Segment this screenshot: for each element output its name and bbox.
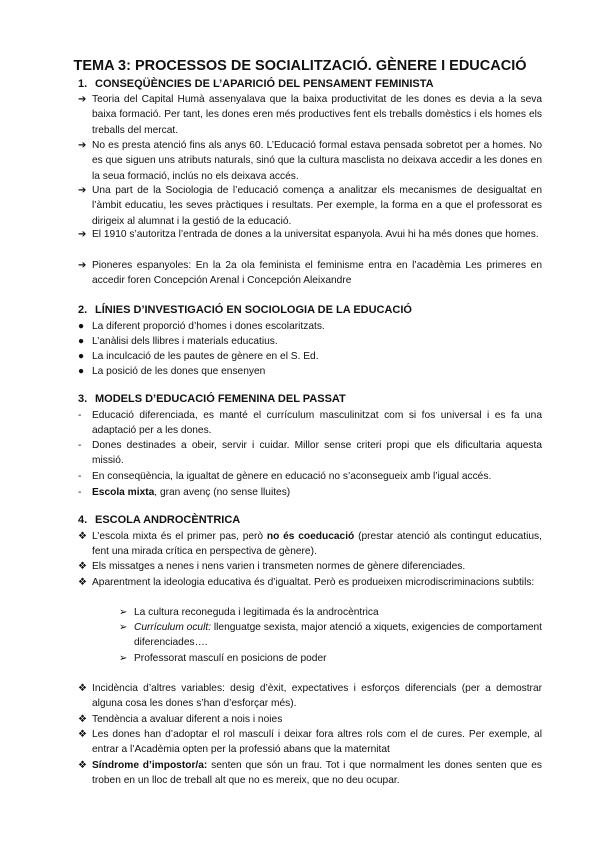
list-item <box>78 92 542 138</box>
diamond-icon: ❖ <box>78 561 88 572</box>
arrow-icon: ➔ <box>78 260 87 271</box>
dash-icon: - <box>78 410 82 421</box>
list-item-text: Educació diferenciada, es manté el currículum masculinitzat com si fos universal i es fa una adaptació per a les dones. <box>92 410 542 437</box>
sub-arrow-icon: ➢ <box>119 653 128 664</box>
arrow-icon: ➔ <box>78 229 87 240</box>
list-item-text: Teoria del Capital Humà assenyalava que la baixa productivitat de les dones es devia a la seva baixa formació. Per tant, les dones eren més productives fent els treballs domèstics i els homes els treballs del mercat. <box>92 94 542 136</box>
list-item-text: La diferent proporció d’homes i dones escolaritzats. <box>92 321 325 332</box>
list-item <box>78 364 542 379</box>
diamond-icon: ❖ <box>78 577 88 588</box>
emphasis-text: Escola mixta <box>92 487 155 498</box>
diamond-icon: ❖ <box>78 714 88 725</box>
sub-list-item-text: Professorat masculí en posicions de poder <box>134 653 327 664</box>
arrow-icon: ➔ <box>78 94 87 105</box>
diamond-icon: ❖ <box>78 729 88 740</box>
sub-arrow-icon: ➢ <box>119 622 128 633</box>
dash-icon: - <box>78 471 82 482</box>
list-item <box>78 258 542 289</box>
italic-term: Currículum ocult: <box>134 622 212 633</box>
list-item-text: L’anàlisi dels llibres i materials educatius. <box>92 336 278 347</box>
list-item <box>78 681 542 712</box>
list-item <box>78 529 542 560</box>
item-text-post: (prestar atenció als contingut educatius, fent una mirada crítica en perspectiva de gènere). <box>92 531 542 558</box>
bullet-icon: ● <box>78 366 85 377</box>
list-item <box>78 183 542 229</box>
list-item <box>78 319 542 334</box>
list-item-text: Incidència d’altres variables: desig d’èxit, expectatives i esforços diferencials (per a demostrar alguna cosa les dones s’han d’esforçar més). <box>92 683 542 710</box>
bullet-icon: ● <box>78 321 85 332</box>
section-number: 1. <box>78 78 88 90</box>
section-title: LÍNIES D’INVESTIGACIÓ EN SOCIOLOGIA DE LA EDUCACIÓ <box>95 304 412 316</box>
bullet-icon: ● <box>78 336 85 347</box>
sub-list-item-text <box>134 620 542 651</box>
list-item-text: Dones destinades a obeir, servir i cuidar. Millor sense criteri propi que els dificultaria aquesta missió. <box>92 440 542 467</box>
list-item <box>78 469 542 484</box>
list-item <box>78 138 542 184</box>
list-item <box>78 334 542 349</box>
arrow-icon: ➔ <box>78 185 87 196</box>
list-item-text: En conseqüència, la igualtat de gènere en educació no s’aconsegueix amb l’igual accés. <box>92 471 492 482</box>
list-item-text: Pioneres espanyoles: En la 2a ola feminista el feminisme entra en l’acadèmia Les primeres en accedir foren Concepción Arenal i Concepción Aleixandre <box>92 260 542 287</box>
list-item <box>78 758 542 789</box>
list-item-text: La posició de les dones que ensenyen <box>92 366 266 377</box>
sub-list-item <box>119 605 542 620</box>
list-item <box>78 727 542 758</box>
list-item-text: Els missatges a nenes i nens varien i transmeten normes de gènere diferenciades. <box>92 561 466 572</box>
list-item <box>78 559 542 574</box>
list-item <box>78 712 542 727</box>
section-number: 4. <box>78 514 88 526</box>
list-item-text <box>92 485 542 500</box>
diamond-icon: ❖ <box>78 531 88 542</box>
section-number: 3. <box>78 393 88 405</box>
emphasis-text: no és coeducació <box>266 531 355 542</box>
item-text-rest: , gran avenç (no sense lluites) <box>154 487 291 498</box>
sub-arrow-icon: ➢ <box>119 607 128 618</box>
section-title: CONSEQÜÈNCIES DE L’APARICIÓ DEL PENSAMENT FEMINISTA <box>95 78 434 90</box>
section-title: MODELS D’EDUCACIÓ FEMENINA DEL PASSAT <box>95 393 346 405</box>
list-item <box>78 485 542 500</box>
diamond-icon: ❖ <box>78 760 88 771</box>
sub-item-text-rest: llenguatge sexista, major atenció a xiquets, exigencies de comportament diferenciades…. <box>134 622 542 649</box>
item-text-rest: senten que són un frau. Tot i que normalment les dones senten que es troben en un lloc de treball alt que no es mereix, que no deu ocupar. <box>92 760 542 787</box>
section-number: 2. <box>78 304 88 316</box>
list-item-text: No es presta atenció fins als anys 60. L’Educació formal estava pensada sobretot per a homes. No es que siguen uns atributs naturals, sinó que la cultura masclista no deixava accedir a les dones en la seua formació, inclús no els deixava accés. <box>92 140 542 182</box>
section-title: ESCOLA ANDROCÈNTRICA <box>95 514 241 526</box>
arrow-icon: ➔ <box>78 140 87 151</box>
bullet-icon: ● <box>78 351 85 362</box>
dash-icon: - <box>78 487 82 498</box>
diamond-icon: ❖ <box>78 683 88 694</box>
list-item <box>78 349 542 364</box>
list-item <box>78 408 542 439</box>
emphasis-text: Síndrome d’impostor/a: <box>92 760 208 771</box>
dash-icon: - <box>78 440 82 451</box>
list-item-text: Una part de la Sociologia de l’educació comença a analitzar els mecanismes de desigualtat en l’àmbit educatiu, les seves pràctiques i resultats. Per exemple, la forma en a que el professorat es dirigeix al alumnat i la gestió de la educació. <box>92 185 542 227</box>
list-item <box>78 438 542 469</box>
list-item <box>78 227 542 242</box>
item-text-pre: L’escola mixta és el primer pas, però <box>92 531 267 542</box>
sub-list-item-text: La cultura reconeguda i legitimada és la androcèntrica <box>134 607 379 618</box>
list-item-text <box>92 758 542 789</box>
sub-list-item <box>119 620 542 651</box>
sub-list-item <box>119 651 542 666</box>
list-item <box>78 575 542 590</box>
list-item-text: La inculcació de les pautes de gènere en el S. Ed. <box>92 351 319 362</box>
list-item-text: Tendència a avaluar diferent a nois i noies <box>92 714 283 725</box>
list-item-text: El 1910 s’autoritza l’entrada de dones a la universitat espanyola. Avui hi ha més dones que homes. <box>92 229 539 240</box>
list-item-text: Les dones han d’adoptar el rol masculí i deixar fora altres rols com el de cures. Per exemple, al entrar a l’Acadèmia opten per la professió abans que la maternitat <box>92 729 542 756</box>
list-item-text <box>92 529 542 560</box>
page-title: TEMA 3: PROCESSOS DE SOCIALITZACIÓ. GÈNERE I EDUCACIÓ <box>73 58 527 74</box>
list-item-text: Aparentment la ideologia educativa és d’igualtat. Però es produeixen microdiscriminacions subtils: <box>92 577 535 588</box>
